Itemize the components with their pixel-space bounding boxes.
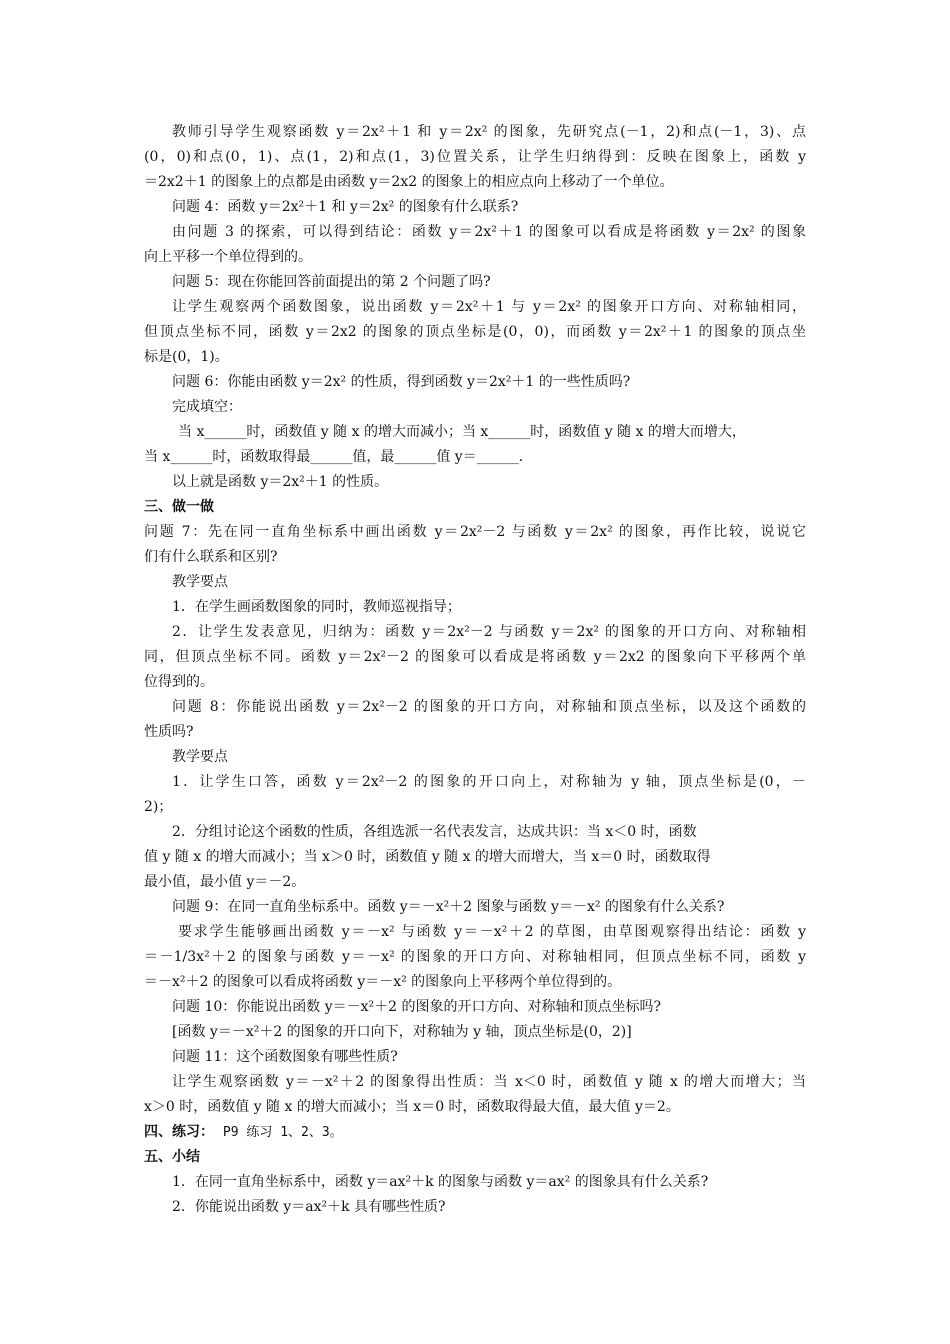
paragraph-line: 完成填空： <box>172 399 242 415</box>
list-item: 2．让学生发表意见，归纳为：函数 y＝2x²－2 与函数 y＝2x² 的图象的开口方向、对称轴相 <box>172 624 806 640</box>
question-11: 问题 11：这个函数图象有哪些性质? <box>172 1049 398 1065</box>
section-heading-4: 四、练习： <box>144 1124 214 1140</box>
question-9: 问题 9：在同一直角坐标系中。函数 y＝－x²＋2 图象与函数 y＝－x² 的图象有什么关系? <box>172 899 725 915</box>
paragraph-line: 性质吗? <box>144 724 194 740</box>
summary-item: 1．在同一直角坐标系中，函数 y＝ax²＋k 的图象与函数 y＝ax² 的图象具有什么关系? <box>172 1174 709 1190</box>
fill-blank-line: 当 x______时，函数值 y 随 x 的增大而减小；当 x______时，函数值 y 随 x 的增大而增大， <box>178 424 746 440</box>
paragraph-line: 值 y 随 x 的增大而减小；当 x＞0 时，函数值 y 随 x 的增大而增大，当 x＝0 时，函数取得 <box>144 849 711 865</box>
paragraph-line: 2)； <box>144 799 173 815</box>
teaching-points-label: 教学要点 <box>172 749 228 765</box>
list-item: 1．让学生口答，函数 y＝2x²－2 的图象的开口向上，对称轴为 y 轴，顶点坐标是(0，－ <box>172 774 806 790</box>
paragraph-line: 要求学生能够画出函数 y＝－x² 与函数 y＝－x²＋2 的草图，由草图观察得出结论：函数 y <box>178 924 806 940</box>
paragraph-line: 标是(0，1)。 <box>144 349 229 365</box>
paragraph-line: ＝2x2＋1 的图象上的点都是由函数 y＝2x2 的图象上的相应点向上移动了一个单位。 <box>144 174 674 190</box>
practice-text: P9 练习 1、2、3。 <box>222 1125 343 1140</box>
question-6: 问题 6：你能由函数 y＝2x² 的性质，得到函数 y＝2x²＋1 的一些性质吗? <box>172 374 631 390</box>
teaching-points-label: 教学要点 <box>172 574 228 590</box>
answer-line: [函数 y＝－x²＋2 的图象的开口向下，对称轴为 y 轴，顶点坐标是(0，2)] <box>172 1024 632 1040</box>
paragraph-line: (0，0)和点(0，1)、点(1，2)和点(1，3)位置关系，让学生归纳得到：反映在图象上，函数 y <box>144 149 806 165</box>
summary-item: 2．你能说出函数 y＝ax²＋k 具有哪些性质? <box>172 1199 446 1215</box>
document-body <box>144 120 806 1220</box>
section-heading-3: 三、做一做 <box>144 499 214 515</box>
paragraph-line: 位得到的。 <box>144 674 214 690</box>
section-heading-5: 五、小结 <box>144 1149 200 1165</box>
paragraph-line: ＝－1/3x²＋2 的图象与函数 y＝－x² 的图象的开口方向、对称轴相同，但顶点坐标不同，函数 y <box>144 949 806 965</box>
question-8: 问题 8：你能说出函数 y＝2x²－2 的图象的开口方向，对称轴和顶点坐标，以及这个函数的 <box>172 699 806 715</box>
paragraph-line: 让学生观察两个函数图象，说出函数 y＝2x²＋1 与 y＝2x² 的图象开口方向、对称轴相同， <box>172 299 806 315</box>
paragraph-line: 同，但顶点坐标不同。函数 y＝2x²－2 的图象可以看成是将函数 y＝2x2 的图象向下平移两个单 <box>144 649 806 665</box>
paragraph-line: 让学生观察函数 y＝－x²＋2 的图象得出性质：当 x＜0 时，函数值 y 随 x 的增大而增大；当 <box>172 1074 806 1090</box>
question-7: 问题 7：先在同一直角坐标系中画出函数 y＝2x²－2 与函数 y＝2x² 的图象，再作比较，说说它 <box>144 524 806 540</box>
question-10: 问题 10：你能说出函数 y＝－x²＋2 的图象的开口方向、对称轴和顶点坐标吗? <box>172 999 661 1015</box>
question-4: 问题 4：函数 y＝2x²＋1 和 y＝2x² 的图象有什么联系? <box>172 199 519 215</box>
paragraph-line: 最小值，最小值 y＝－2。 <box>144 874 306 890</box>
paragraph-line: x＞0 时，函数值 y 随 x 的增大而减小；当 x＝0 时，函数取得最大值，最大值 y＝2。 <box>144 1099 680 1115</box>
paragraph-line: 以上就是函数 y＝2x²＋1 的性质。 <box>172 474 389 490</box>
list-item: 2．分组讨论这个函数的性质，各组选派一名代表发言，达成共识：当 x＜0 时，函数 <box>172 824 697 840</box>
question-5: 问题 5：现在你能回答前面提出的第 2 个问题了吗? <box>172 274 491 290</box>
paragraph-line: 向上平移一个单位得到的。 <box>144 249 312 265</box>
paragraph-line: 教师引导学生观察函数 y＝2x²＋1 和 y＝2x² 的图象，先研究点(－1，2)和点(－1，3)、点 <box>172 124 806 140</box>
paragraph-line: 们有什么联系和区别? <box>144 549 278 565</box>
paragraph-line: ＝－x²＋2 的图象可以看成将函数 y＝－x² 的图象向上平移两个单位得到的。 <box>144 974 622 990</box>
list-item: 1．在学生画函数图象的同时，教师巡视指导； <box>172 599 461 615</box>
paragraph-line: 但顶点坐标不同，函数 y＝2x2 的图象的顶点坐标是(0，0)，而函数 y＝2x²＋1 的图象的顶点坐 <box>144 324 806 340</box>
practice-row <box>144 1120 806 1145</box>
paragraph-line: 由问题 3 的探索，可以得到结论：函数 y＝2x²＋1 的图象可以看成是将函数 y＝2x² 的图象 <box>172 224 806 240</box>
fill-blank-line: 当 x______时，函数取得最______值，最______值 y＝______. <box>144 449 524 465</box>
